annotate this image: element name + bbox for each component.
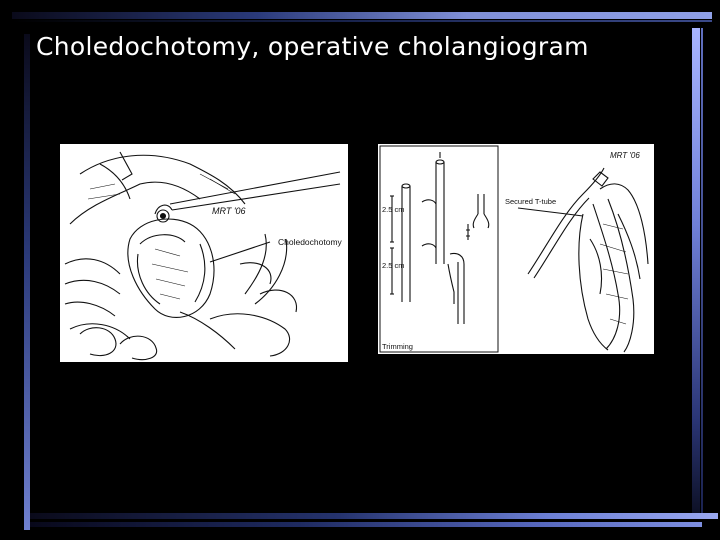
frame-top-bar xyxy=(12,12,712,19)
frame-left-bar xyxy=(24,34,30,530)
choledochotomy-drawing xyxy=(60,144,348,362)
choledochotomy-illustration xyxy=(60,144,348,362)
right-artist-signature: MRT '06 xyxy=(610,151,640,160)
frame-top-thin-bar xyxy=(12,20,712,22)
t-tube-illustration xyxy=(378,144,654,354)
slide-title: Choledochotomy, operative cholangiogram xyxy=(36,32,589,61)
frame-bottom-bar-2 xyxy=(30,522,702,527)
measure-1-label: 2.5 cm xyxy=(382,205,405,214)
left-artist-signature: MRT '06 xyxy=(212,206,246,216)
frame-right-bar xyxy=(692,28,700,518)
t-tube-drawing xyxy=(378,144,654,354)
secured-t-tube-label: Secured T-tube xyxy=(505,197,557,206)
frame-right-thin-bar xyxy=(701,28,703,518)
frame-bottom-bar xyxy=(30,513,718,519)
trimming-label: Trimming xyxy=(382,342,413,351)
choledochotomy-label: Choledochotomy xyxy=(278,237,342,247)
measure-2-label: 2.5 cm xyxy=(382,261,405,270)
